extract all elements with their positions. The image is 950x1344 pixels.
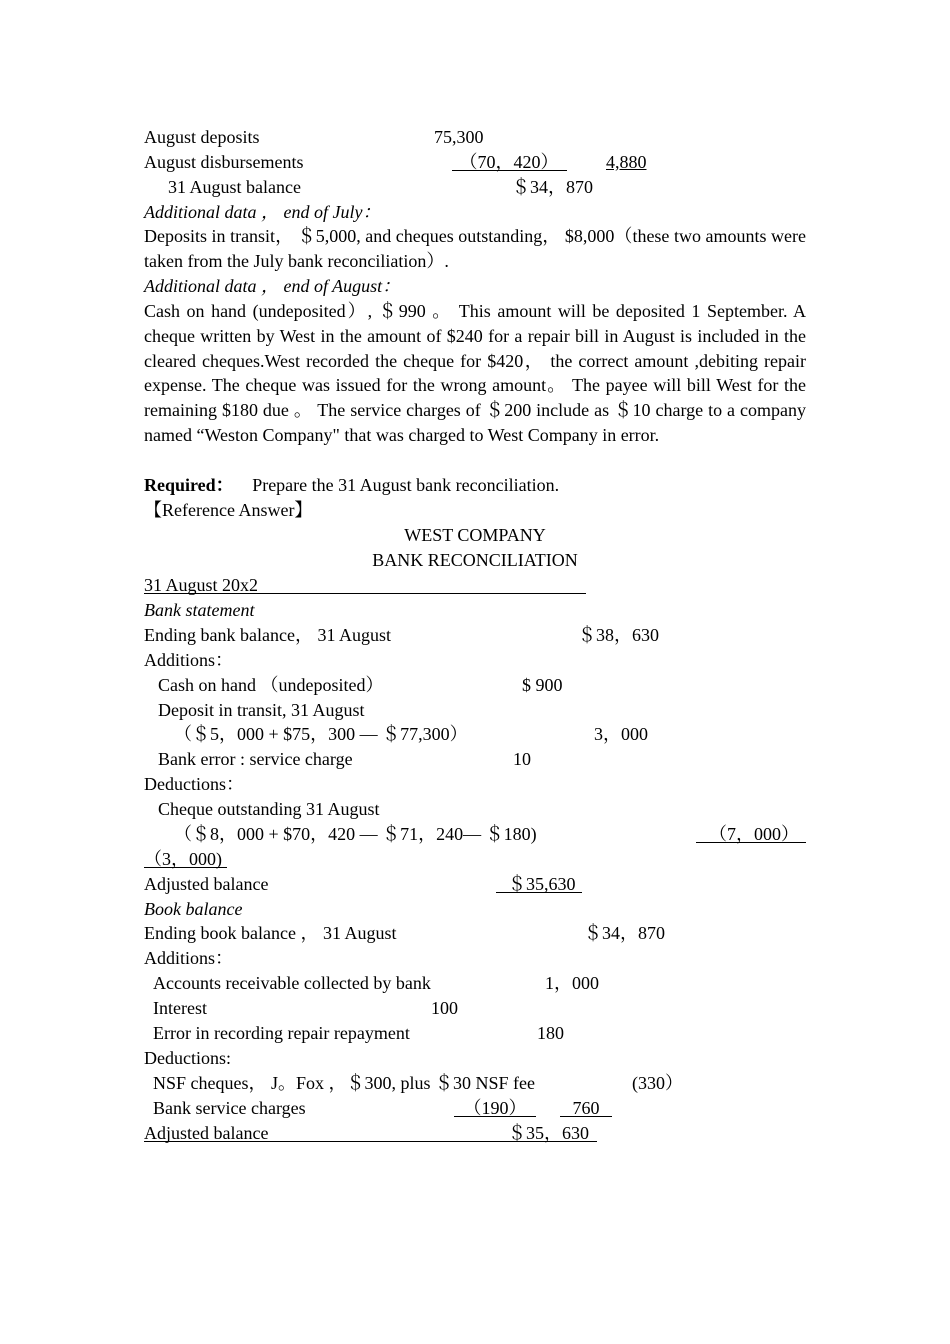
service-charges-value: （190） (463, 1098, 527, 1118)
cash-on-hand-value: $ 900 (522, 675, 563, 695)
cheque-outstanding-underline (696, 842, 806, 843)
cheque-outstanding-label: Cheque outstanding 31 August (158, 799, 380, 819)
nsf-value: (330） (632, 1073, 683, 1093)
august-heading: Additional data ， end of August： (144, 276, 401, 296)
cheque-outstanding-calc: （＄8，000 + $70，420 — ＄71，240— ＄180) (174, 824, 537, 844)
reference-answer: 【Reference Answer】 (144, 500, 313, 520)
cash-on-hand-label: Cash on hand （undeposited） (158, 675, 384, 695)
book-ending-value: ＄34，870 (584, 923, 665, 943)
interest-value: 100 (431, 998, 458, 1018)
deposit-transit-value: 3，000 (594, 724, 648, 744)
august-paragraph (144, 299, 806, 448)
company-name: WEST COMPANY (404, 525, 546, 545)
deposits-label: August deposits (144, 127, 260, 147)
deposit-transit-calc: （＄5，000 + $75，300 — ＄77,300） (174, 724, 468, 744)
balance-value: ＄34，870 (512, 177, 593, 197)
bank-adjusted-label: Adjusted balance (144, 874, 269, 894)
deposits-value: 75,300 (434, 127, 484, 147)
bank-net-value: （3，000) (144, 849, 222, 869)
date-rule (144, 593, 586, 594)
required-text: Prepare the 31 August bank reconciliation. (252, 475, 560, 495)
book-deductions-label: Deductions: (144, 1048, 231, 1068)
bank-error-value: 10 (513, 749, 531, 769)
book-additions-label: Additions： (144, 948, 234, 968)
disbursements-value: （70，420） (459, 152, 559, 172)
bank-additions-label: Additions： (144, 650, 234, 670)
book-heading: Book balance (144, 899, 243, 919)
disbursements-label: August disbursements (144, 152, 304, 172)
book-ending-label: Ending book balance ， 31 August (144, 923, 397, 943)
bank-deductions-label: Deductions： (144, 774, 244, 794)
balance-label: 31 August balance (168, 177, 301, 197)
book-adjusted-label: Adjusted balance (144, 1123, 269, 1143)
book-adjusted-value: ＄35，630 (508, 1123, 589, 1143)
disbursements-underline (452, 170, 567, 171)
bank-ending-value: ＄38，630 (578, 625, 659, 645)
bank-adjusted-value: ＄35,630 (508, 874, 576, 894)
bank-net-underline (144, 867, 227, 868)
nsf-label: NSF cheques， J。Fox ，＄300, plus ＄30 NSF fee (153, 1073, 536, 1093)
july-heading: Additional data ， end of July： (144, 202, 381, 222)
reconciliation-date: 31 August 20x2 (144, 575, 259, 595)
repair-error-label: Error in recording repair repayment (153, 1023, 410, 1043)
book-adjusted-underline (144, 1141, 597, 1142)
repair-error-value: 180 (537, 1023, 564, 1043)
bank-ending-label: Ending bank balance， 31 August (144, 625, 391, 645)
bank-adjusted-underline (496, 892, 582, 893)
deposit-transit-label: Deposit in transit, 31 August (158, 700, 365, 720)
cheque-outstanding-value: （7，000） (709, 824, 799, 844)
required-line (144, 474, 559, 496)
interest-label: Interest (153, 998, 207, 1018)
ar-label: Accounts receivable collected by bank (153, 973, 431, 993)
book-net-value: 760 (572, 1098, 600, 1118)
service-charges-underline (454, 1116, 536, 1117)
july-text: Deposits in transit， ＄5,000, and cheques outstanding， $8,000（these two amounts were taken from the July bank reconciliation）. (144, 226, 806, 271)
bank-error-label: Bank error : service charge (158, 749, 353, 769)
service-charges-label: Bank service charges (153, 1098, 306, 1118)
ar-value: 1，000 (545, 973, 599, 993)
july-paragraph (144, 224, 806, 274)
bank-heading: Bank statement (144, 600, 255, 620)
reconciliation-title: BANK RECONCILIATION (372, 550, 578, 570)
august-text: Cash on hand (undeposited）, ＄990 。 This amount will be deposited 1 September. A cheque written by West in the amount of $240 for a repair bill in August is included in the cleared cheques.West recorded the cheque for $420， the correct amount ,debiting repair expense. The cheque was issued for the wrong amount。 The payee will bill West for the remaining $180 due 。 The service charges of ＄200 include as ＄10 charge to a company named “Weston Company" that was charged to West Company in error. (144, 301, 806, 445)
disbursements-total: 4,880 (606, 152, 647, 172)
required-label: Required： (144, 475, 234, 495)
book-net-underline (560, 1116, 612, 1117)
